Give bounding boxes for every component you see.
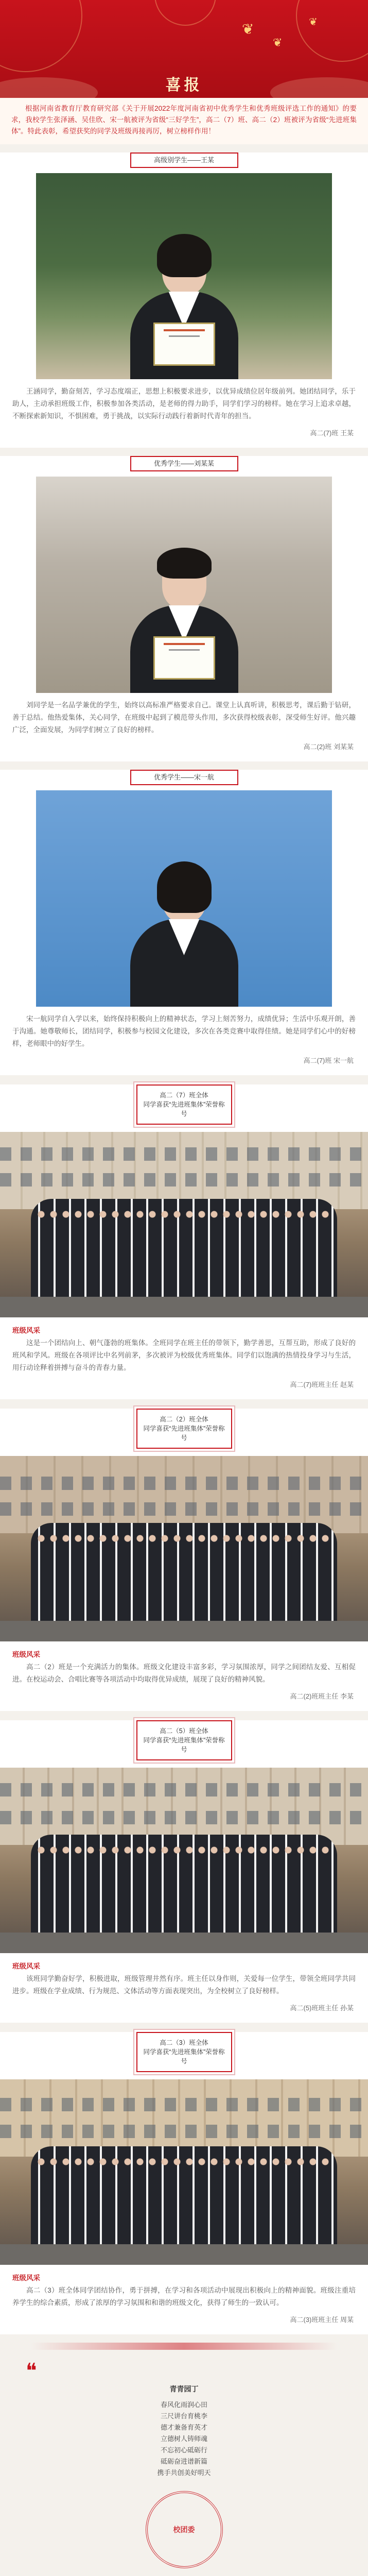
decorative-swirl: [154, 0, 216, 26]
class-section: [0, 1409, 368, 1711]
plaque-line-1: 高二（7）班全体: [160, 1092, 208, 1099]
student-description: [0, 1007, 368, 1053]
student-figure: [130, 867, 238, 1007]
student-label: 优秀学生——刘某某: [130, 456, 238, 471]
decorative-swirl: [296, 0, 368, 62]
footer-title: 青青园丁: [169, 2385, 199, 2393]
plaque-line-2: 同学喜获“先进班集体”荣誉称号: [143, 2048, 225, 2065]
plaque-line-2: 同学喜获“先进班集体”荣誉称号: [143, 1737, 225, 1753]
class-lead: 班级风采: [12, 1651, 40, 1658]
class-description: [0, 1641, 368, 1689]
bird-icon: ❦: [273, 36, 283, 49]
student-photo: [36, 477, 332, 693]
decorative-swirl: [0, 0, 82, 72]
class-plaque: [136, 1084, 232, 1125]
student-figure: [130, 553, 238, 693]
student-description: [0, 693, 368, 739]
footer-line: 三尺讲台育桃李: [160, 2412, 207, 2420]
banner-headline: 喜报: [165, 76, 203, 94]
class-paragraph: 这是一个团结向上、朝气蓬勃的班集体。全班同学在班主任的带领下，勤学善思，互帮互助，形成了良好的班风和学风。班级在各项评比中名列前茅，多次被评为校级优秀班集体。同学们以饱满的热情投身学习与生活，用行动诠释着拼搏与奋斗的青春力量。: [12, 1339, 356, 1371]
bird-icon: ❦: [242, 21, 254, 37]
plaque-line-2: 同学喜获“先进班集体”荣誉称号: [143, 1101, 225, 1117]
plaque-line-1: 高二（3）班全体: [160, 2039, 208, 2046]
plaque-line-1: 高二（5）班全体: [160, 1727, 208, 1735]
class-signature: 高二(3)班班主任 周某: [290, 2316, 354, 2324]
class-paragraph: 该班同学勤奋好学，积极进取，班级管理井然有序。班主任以身作则，关爱每一位学生，带领全班同学共同进步。班级在学业成绩、行为规范、文体活动等方面表现突出，为全校树立了良好榜样。: [12, 1975, 356, 1995]
class-plaque: [136, 2032, 232, 2072]
class-group-photo: [0, 1768, 368, 1953]
class-group-photo: [0, 1132, 368, 1317]
class-section: [0, 1720, 368, 2023]
student-paragraph: 宋一航同学自入学以来，始终保持积极向上的精神状态，学习上刻苦努力，成绩优异；生活中乐观开朗，善于沟通。她尊敬师长，团结同学，积极参与校园文化建设，多次在各类竞赛中取得佳绩。她是同学们心中的好榜样，老师眼中的好学生。: [12, 1015, 356, 1047]
school-stamp: 校团委: [146, 2491, 223, 2568]
footer-line: 春风化雨润心田: [160, 2401, 207, 2409]
footer-line: 德才兼备育英才: [160, 2424, 207, 2431]
footer-divider: [31, 2343, 337, 2350]
student-section: [0, 770, 368, 1075]
student-signature: 高二(7)班 宋一航: [303, 1057, 354, 1064]
plaque-line-1: 高二（2）班全体: [160, 1416, 208, 1423]
plaque-line-2: 同学喜获“先进班集体”荣誉称号: [143, 1425, 225, 1442]
class-description: [0, 1953, 368, 2001]
class-signature: 高二(5)班班主任 孙某: [290, 2004, 354, 2012]
footer-line: 不忘初心砥砺行: [160, 2446, 207, 2454]
class-lead: 班级风采: [12, 1327, 40, 1334]
student-signature: 高二(2)班 刘某某: [303, 743, 354, 751]
class-section: [0, 1084, 368, 1399]
class-paragraph: 高二（2）班是一个充满活力的集体。班级文化建设丰富多彩，学习氛围浓厚，同学之间团结友爱、互相促进。在校运动会、合唱比赛等各项活动中均取得优异成绩，展现了良好的精神风貌。: [12, 1663, 356, 1683]
bird-icon: ❦: [309, 16, 318, 28]
class-signature: 高二(2)班班主任 李某: [290, 1692, 354, 1700]
class-group-photo: [0, 1456, 368, 1641]
student-signature: 高二(7)班 王某: [310, 429, 354, 437]
intro-text: 根据河南省教育厅教育研究部《关于开展2022年度河南省初中优秀学生和优秀班级评选工作的通知》的要求，我校学生张泽涵、吴佳欣、宋一航被评为省级“三好学生”，高二（7）班、高二（2）班被评为省级“先进班集体”。特此表彰，希望获奖的同学及班级再接再厉，树立榜样作用！: [11, 105, 357, 135]
footer-line: 砥砺奋进谱新篇: [160, 2458, 207, 2465]
footer-line: 立德树人铸师魂: [160, 2435, 207, 2443]
class-lead: 班级风采: [12, 1962, 40, 1970]
class-plaque: [136, 1409, 232, 1449]
student-paragraph: 刘同学是一名品学兼优的学生，始终以高标准严格要求自己。课堂上认真听讲，积极思考，课后勤于钻研，善于总结。他热爱集体，关心同学，在班级中起到了模范带头作用，多次获得校级表彰，深受师生好评。他兴趣广泛，全面发展，为同学们树立了良好的榜样。: [12, 701, 356, 734]
student-paragraph: 王涵同学，勤奋刻苦，学习态度端正，思想上积极要求进步，以优异成绩位居年级前列。她团结同学，乐于助人，主动承担班级工作，积极参加各类活动，是老师的得力助手，同学们学习的榜样。她在学习上追求卓越，不断探索新知识，不惧困难，勇于挑战，以实际行动践行着新时代青年的担当。: [12, 387, 356, 420]
class-paragraph: 高二（3）班全体同学团结协作，勇于拼搏，在学习和各项活动中展现出积极向上的精神面貌。班级注重培养学生的综合素质，形成了浓厚的学习氛围和和谐的班级文化，获得了师生的一致认可。: [12, 2286, 356, 2307]
student-section: [0, 152, 368, 448]
intro-section: [0, 98, 368, 144]
student-label: 优秀学生——宋一航: [130, 770, 238, 785]
banner: [0, 0, 368, 98]
quote-icon: ❝: [26, 2359, 37, 2383]
student-section: [0, 456, 368, 761]
class-plaque: [136, 1720, 232, 1760]
student-figure: [130, 239, 238, 379]
class-description: [0, 2265, 368, 2312]
class-lead: 班级风采: [12, 2274, 40, 2282]
footer: [0, 2358, 368, 2576]
footer-line: 携手共创美好明天: [157, 2469, 211, 2477]
student-label: 高级别学生——王某: [130, 152, 238, 168]
student-photo: [36, 173, 332, 379]
class-section: [0, 2032, 368, 2334]
student-photo: [36, 790, 332, 1007]
class-signature: 高二(7)班班主任 赵某: [290, 1381, 354, 1388]
class-group-photo: [0, 2079, 368, 2265]
student-description: [0, 379, 368, 426]
class-description: [0, 1317, 368, 1377]
